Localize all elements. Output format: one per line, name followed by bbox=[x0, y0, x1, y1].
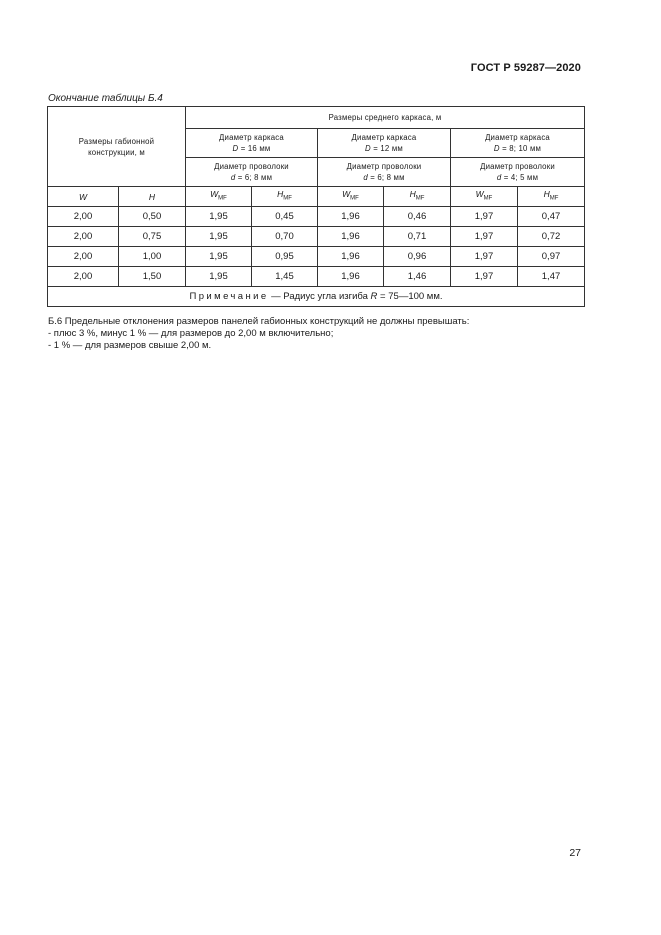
document-number: ГОСТ Р 59287—2020 bbox=[470, 62, 581, 74]
table-cell: 2,00 bbox=[48, 207, 119, 227]
table-cell: 1,97 bbox=[451, 207, 518, 227]
table-cell: 1,96 bbox=[318, 247, 384, 267]
table-cell: 0,72 bbox=[518, 227, 585, 247]
col-header-hmf: $H_{MF}$ bbox=[518, 187, 585, 207]
frame-diameter-symbol: D bbox=[232, 144, 239, 153]
wire-diameter-symbol: d bbox=[496, 173, 502, 182]
dimensions-table bbox=[47, 106, 585, 307]
table-cell: 0,75 bbox=[119, 227, 186, 247]
table-cell: 1,00 bbox=[119, 247, 186, 267]
table-row bbox=[48, 227, 585, 247]
group-header: Размеры среднего каркаса, м bbox=[186, 107, 585, 129]
table-cell: 1,95 bbox=[186, 247, 252, 267]
col-header-hmf: $H_{MF}$ bbox=[252, 187, 318, 207]
table-cell: 1,95 bbox=[186, 227, 252, 247]
col-header-wmf: $W_{MF}$ bbox=[451, 187, 518, 207]
paragraph-b6-item-2: - 1 % — для размеров свыше 2,00 м. bbox=[48, 340, 212, 351]
table-cell: 1,46 bbox=[384, 267, 451, 287]
table-cell: 1,45 bbox=[252, 267, 318, 287]
wire-diameter-value: = 4; 5 мм bbox=[501, 173, 539, 182]
wire-diameter-value: = 6; 8 мм bbox=[367, 173, 405, 182]
frame-diameter-symbol: D bbox=[493, 144, 500, 153]
wire-diameter-header-2 bbox=[318, 158, 451, 187]
col-header-hmf: $H_{MF}$ bbox=[384, 187, 451, 207]
table-cell: 1,95 bbox=[186, 267, 252, 287]
paragraph-b6: Б.6 Предельные отклонения размеров панелей габионных конструкций не должны превышать: bbox=[48, 316, 470, 327]
wire-diameter-label: Диаметр проволоки bbox=[214, 162, 289, 171]
table-cell: 0,46 bbox=[384, 207, 451, 227]
frame-diameter-label: Диаметр каркаса bbox=[485, 133, 550, 142]
symbol-row bbox=[48, 187, 585, 207]
table-cell: 0,96 bbox=[384, 247, 451, 267]
note-symbol: R bbox=[370, 290, 378, 302]
col-header-h: H bbox=[119, 187, 186, 207]
frame-diameter-symbol: D bbox=[365, 144, 371, 153]
wire-diameter-header-1 bbox=[186, 158, 318, 187]
table-cell: 2,00 bbox=[48, 247, 119, 267]
table-cell: 0,47 bbox=[518, 207, 585, 227]
wire-diameter-label: Диаметр проволоки bbox=[346, 162, 422, 171]
col-header-w: W bbox=[48, 187, 119, 207]
col-header-wmf: $W_{MF}$ bbox=[186, 187, 252, 207]
frame-diameter-value: = 12 мм bbox=[370, 144, 403, 153]
table-cell: 0,97 bbox=[518, 247, 585, 267]
frame-diameter-label: Диаметр каркаса bbox=[219, 133, 284, 142]
frame-diameter-header-3 bbox=[451, 129, 585, 158]
table-cell: 1,96 bbox=[318, 227, 384, 247]
frame-diameter-value: = 16 мм bbox=[238, 144, 271, 153]
note-dash: — bbox=[268, 290, 284, 302]
note-text-end: = 75—100 мм. bbox=[377, 290, 443, 302]
page-number: 27 bbox=[569, 847, 581, 859]
table-cell: 1,97 bbox=[451, 267, 518, 287]
wire-diameter-header-3 bbox=[451, 158, 585, 187]
table-note-row bbox=[48, 287, 585, 307]
note-label: Примечание bbox=[189, 290, 269, 302]
table-row bbox=[48, 267, 585, 287]
paragraph-b6-item-1: - плюс 3 %, минус 1 % — для размеров до 2,00 м включительно; bbox=[48, 328, 334, 339]
table-cell: 0,70 bbox=[252, 227, 318, 247]
table-cell: 0,95 bbox=[252, 247, 318, 267]
table-note bbox=[48, 287, 585, 307]
wire-diameter-label: Диаметр проволоки bbox=[480, 162, 555, 171]
table-cell: 1,50 bbox=[119, 267, 186, 287]
table-cell: 0,50 bbox=[119, 207, 186, 227]
table-caption: Окончание таблицы Б.4 bbox=[48, 93, 163, 104]
note-text: Радиус угла изгиба bbox=[283, 290, 371, 302]
table-cell: 0,45 bbox=[252, 207, 318, 227]
table-row bbox=[48, 207, 585, 227]
header-row-group bbox=[48, 107, 585, 129]
frame-diameter-header-2 bbox=[318, 129, 451, 158]
wire-diameter-value: = 6; 8 мм bbox=[235, 173, 273, 182]
table-row bbox=[48, 247, 585, 267]
frame-diameter-value: = 8; 10 мм bbox=[499, 144, 542, 153]
table-cell: 1,97 bbox=[451, 227, 518, 247]
wire-diameter-symbol: d bbox=[363, 173, 368, 182]
frame-diameter-header-1 bbox=[186, 129, 318, 158]
table-cell: 0,71 bbox=[384, 227, 451, 247]
table-cell: 1,47 bbox=[518, 267, 585, 287]
table-cell: 1,95 bbox=[186, 207, 252, 227]
table-cell: 2,00 bbox=[48, 227, 119, 247]
row-header-text: Размеры габионной конструкции, м bbox=[78, 136, 155, 157]
table-cell: 2,00 bbox=[48, 267, 119, 287]
frame-diameter-label: Диаметр каркаса bbox=[351, 133, 417, 142]
table-cell: 1,97 bbox=[451, 247, 518, 267]
wire-diameter-symbol: d bbox=[230, 173, 236, 182]
row-header-label bbox=[48, 107, 186, 187]
col-header-wmf: $W_{MF}$ bbox=[318, 187, 384, 207]
table-cell: 1,96 bbox=[318, 267, 384, 287]
table-cell: 1,96 bbox=[318, 207, 384, 227]
